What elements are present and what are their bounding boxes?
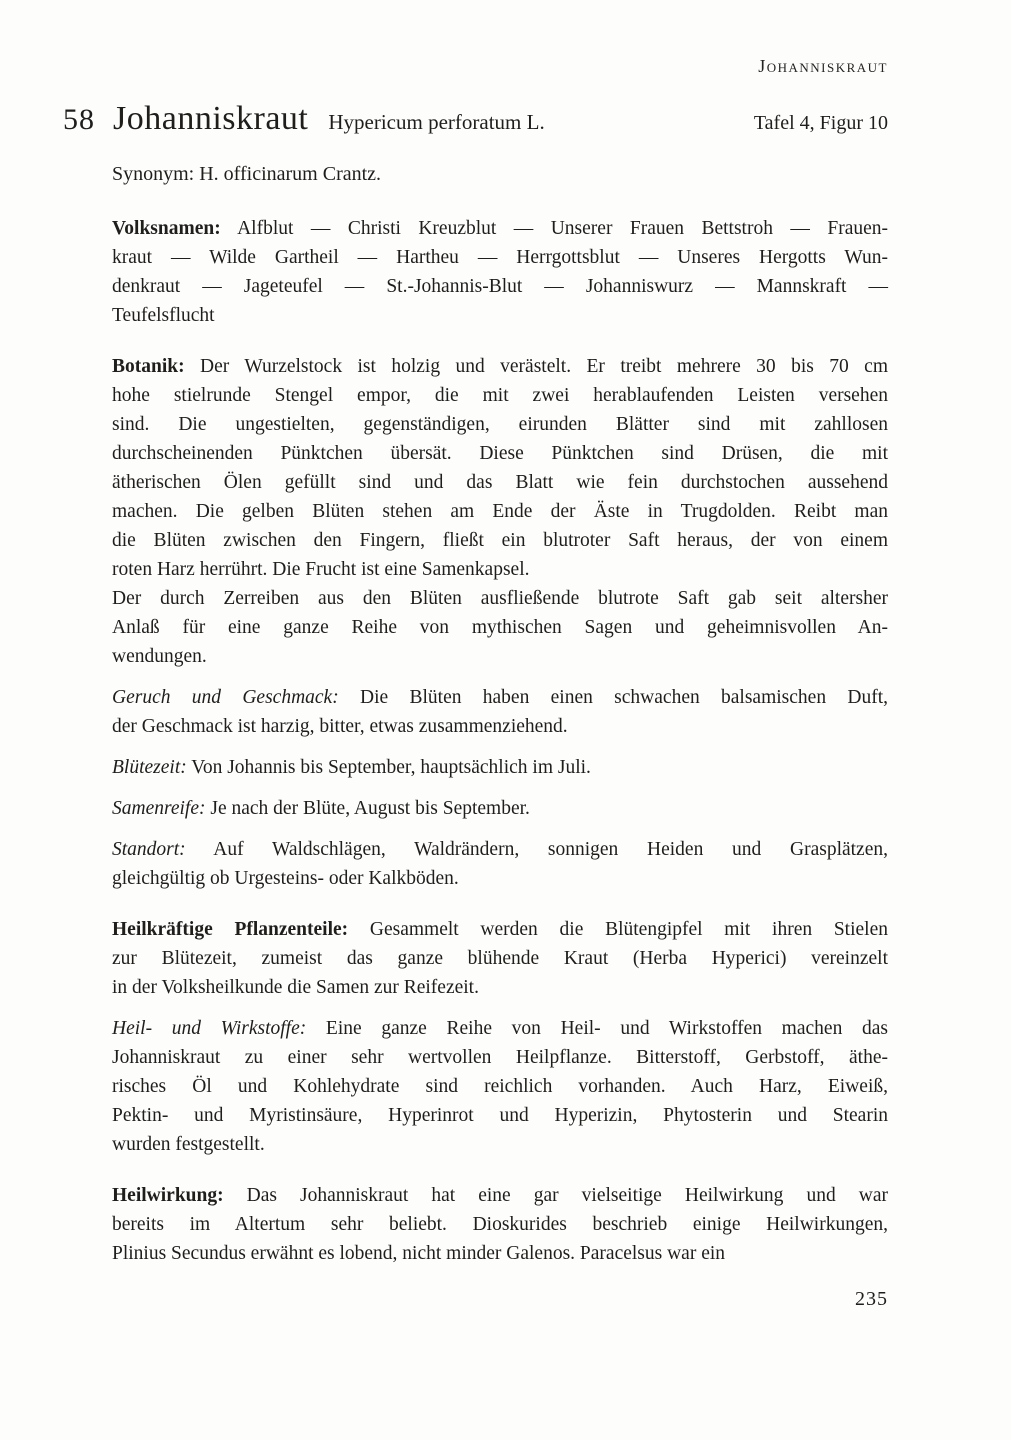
text-line: risches Öl und Kohlehydrate sind reichlich vorhanden. Auch Harz, Eiweiß, (112, 1076, 888, 1097)
text-line: hohe stielrunde Stengel empor, die mit zwei herablaufenden Leisten versehen (112, 385, 888, 406)
paragraph-heil-und-wirkstoffe (112, 1014, 888, 1159)
section-label: Geruch und Geschmack: (112, 687, 339, 708)
text-line: in der Volksheilkunde die Samen zur Reifezeit. (112, 977, 479, 998)
text-line: wurden festgestellt. (112, 1134, 265, 1155)
paragraph-standort (112, 835, 888, 893)
paragraph-bluetezeit (112, 753, 888, 782)
entry-heading (63, 100, 888, 138)
text-line: roten Harz herrührt. Die Frucht ist eine Samenkapsel. (112, 559, 530, 580)
synonym-line: Synonym: H. officinarum Crantz. (112, 163, 382, 185)
section-label: Standort: (112, 839, 186, 860)
section-label: Heilkräftige Pflanzenteile: (112, 919, 349, 940)
running-head: Johanniskraut (758, 56, 888, 76)
text-line: Plinius Secundus erwähnt es lobend, nicht minder Galenos. Paracelsus war ein (112, 1243, 726, 1264)
text-line: wendungen. (112, 646, 207, 667)
text-line: Heilkräftige Pflanzenteile: Gesammelt werden die Blütengipfel mit ihren Stielen (112, 919, 888, 940)
entry-plate-reference: Tafel 4, Figur 10 (753, 112, 888, 134)
text-line: Teufelsflucht (112, 305, 215, 326)
text-line: ätherischen Ölen gefüllt sind und das Blatt wie fein durchstochen aussehend (112, 472, 888, 493)
text-line: zur Blütezeit, zumeist das ganze blühende Kraut (Herba Hyperici) vereinzelt (112, 948, 888, 969)
text-line: sind. Die ungestielten, gegenständigen, eirunden Blätter sind mit zahllosen (112, 414, 888, 435)
section-label: Blütezeit: (112, 757, 187, 778)
text-line: Der durch Zerreiben aus den Blüten ausfließende blutrote Saft gab seit altersher (112, 588, 888, 609)
entry-number: 58 (63, 103, 95, 136)
section-label: Samenreife: (112, 798, 206, 819)
text-line: Volksnamen: Alfblut — Christi Kreuzblut — Unserer Frauen Bettstroh — Frauen- (112, 218, 888, 239)
paragraph-botanik-fortsetzung (112, 584, 888, 671)
text-line: der Geschmack ist harzig, bitter, etwas zusammenziehend. (112, 716, 568, 737)
body-sections (112, 188, 888, 1268)
text-line: Anlaß für eine ganze Reihe von mythischen Sagen und geheimnisvollen An- (112, 617, 888, 638)
paragraph-botanik (112, 352, 888, 584)
entry-title: Johanniskraut (113, 100, 309, 137)
text-line: die Blüten zwischen den Fingern, fließt ein blutroter Saft heraus, der von einem (112, 530, 888, 551)
text-line: kraut — Wilde Gartheil — Hartheu — Herrgottsblut — Unseres Hergotts Wun- (112, 247, 888, 268)
text-line: Botanik: Der Wurzelstock ist holzig und verästelt. Er treibt mehrere 30 bis 70 cm (112, 356, 888, 377)
text-line: Johanniskraut zu einer sehr wertvollen Heilpflanze. Bitterstoff, Gerbstoff, äthe- (112, 1047, 888, 1068)
text-line: Geruch und Geschmack: Die Blüten haben einen schwachen balsamischen Duft, (112, 687, 888, 708)
text-line: Blütezeit: Von Johannis bis September, hauptsächlich im Juli. (112, 757, 591, 778)
section-label: Botanik: (112, 356, 185, 377)
text-line: bereits im Altertum sehr beliebt. Dioskurides beschrieb einige Heilwirkungen, (112, 1214, 888, 1235)
text-line: durchscheinenden Pünktchen übersät. Diese Pünktchen sind Drüsen, die mit (112, 443, 888, 464)
text-line: Pektin- und Myristinsäure, Hyperinrot und Hyperizin, Phytosterin und Stearin (112, 1105, 888, 1126)
text-line: gleichgültig ob Urgesteins- oder Kalkböden. (112, 868, 459, 889)
text-line: Standort: Auf Waldschlägen, Waldrändern, sonnigen Heiden und Grasplätzen, (112, 839, 888, 860)
paragraph-heilwirkung (112, 1181, 888, 1268)
paragraph-heilkraeftige-pflanzenteile (112, 915, 888, 1002)
section-label: Volksnamen: (112, 218, 221, 239)
section-label: Heilwirkung: (112, 1185, 224, 1206)
paragraph-geruch-und-geschmack (112, 683, 888, 741)
paragraph-samenreife (112, 794, 888, 823)
text-line: Samenreife: Je nach der Blüte, August bis September. (112, 798, 530, 819)
text-line: Heilwirkung: Das Johanniskraut hat eine gar vielseitige Heilwirkung und war (112, 1185, 888, 1206)
text-line: Heil- und Wirkstoffe: Eine ganze Reihe von Heil- und Wirkstoffen machen das (112, 1018, 888, 1039)
text-line: denkraut — Jageteufel — St.-Johannis-Blut — Johanniswurz — Mannskraft — (112, 276, 888, 297)
text-line: machen. Die gelben Blüten stehen am Ende der Äste in Trugdolden. Reibt man (112, 501, 888, 522)
entry-latin-name: Hypericum perforatum L. (328, 110, 545, 134)
section-label: Heil- und Wirkstoffe: (112, 1018, 307, 1039)
page-number: 235 (855, 1288, 888, 1310)
paragraph-volksnamen (112, 214, 888, 330)
